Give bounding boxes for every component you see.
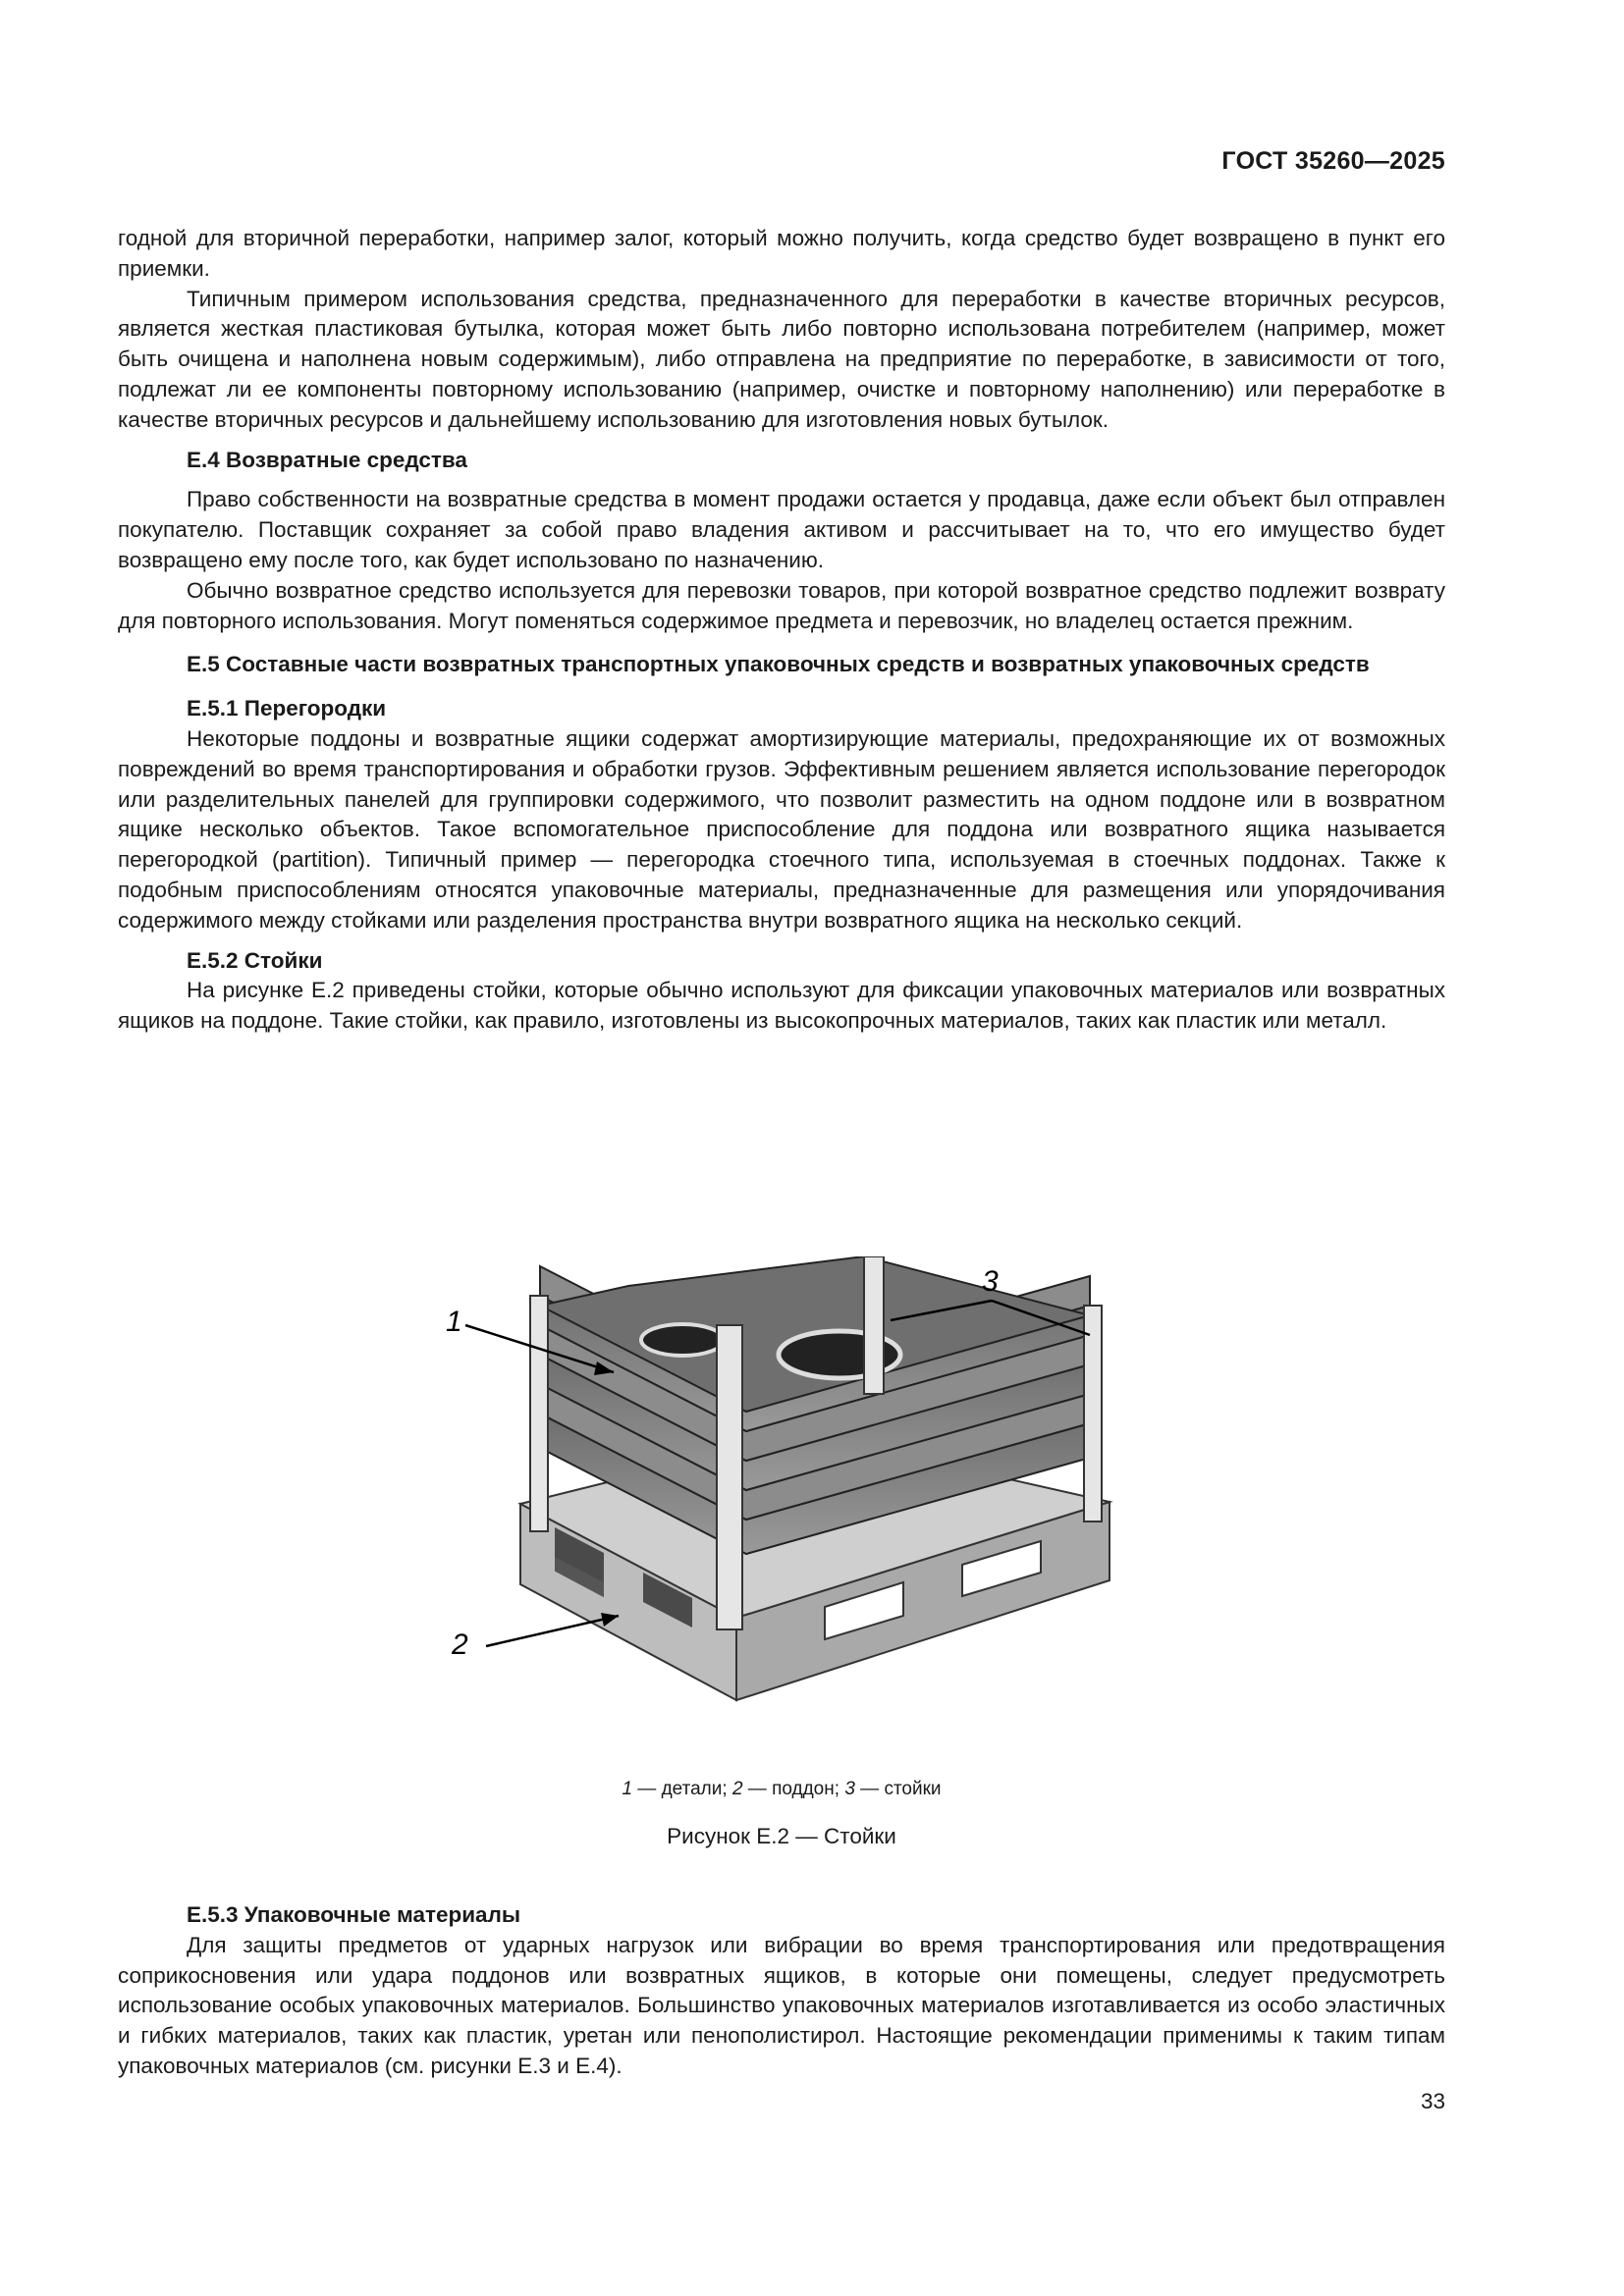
figure-legend <box>118 1779 1445 1800</box>
paragraph: годной для вторичной переработки, например залог, который можно получить, когда средство будет возвращено в пункт его приемки. <box>118 226 1445 281</box>
paragraph: Право собственности на возвратные средства в момент продажи остается у продавца, даже если объект был отправлен покупателю. Поставщик сохраняет за собой право владения активом и рассчитывает на то, что его имущество будет возвращено ему после того, как будет использовано по назначению. <box>118 487 1445 572</box>
stanchion-pallet-illustration <box>118 1256 1445 1767</box>
document-page <box>118 0 1445 2296</box>
page-number: 33 <box>1420 2089 1445 2113</box>
callout-label-3: 3 <box>982 1265 999 1298</box>
legend-text: — детали; <box>632 1779 732 1799</box>
callout-label-2: 2 <box>452 1629 468 1661</box>
stanchion <box>530 1296 548 1531</box>
section-heading-e52: Е.5.2 Стойки <box>187 947 323 973</box>
body-text-lower <box>118 1900 1445 2082</box>
section-heading-e53: Е.5.3 Упаковочные материалы <box>187 1902 521 1927</box>
paragraph: Обычно возвратное средство используется для перевозки товаров, при которой возвратное средство подлежит возврату для повторного использования. Могут поменяться содержимое предмета и перевозчик, но владелец остается прежним. <box>118 577 1445 633</box>
callout-label-1: 1 <box>446 1306 462 1338</box>
legend-text: — стойки <box>854 1779 942 1799</box>
legend-number: 1 <box>622 1779 633 1799</box>
paragraph: Типичным примером использования средства, предназначенного для переработки в качестве вторичных ресурсов, является жесткая пластиковая бутылка, которая может быть либо повторно использована потребителем (например, может быть очищена и наполнена новым содержимым), либо отправлена на предприятие по переработке, в зависимости от того, подлежат ли ее компоненты повторному использованию (например, очистке и повторному наполнению) или переработке в качестве вторичных ресурсов и дальнейшему использованию для изготовления новых бутылок. <box>118 286 1445 432</box>
legend-number: 2 <box>731 1779 743 1799</box>
paragraph: На рисунке Е.2 приведены стойки, которые обычно используют для фиксации упаковочных материалов или возвратных ящиков на поддоне. Такие стойки, как правило, изготовлены из высокопрочных материалов, таких как пластик или металл. <box>118 978 1445 1034</box>
section-heading-e5: Е.5 Составные части возвратных транспортных упаковочных средств и возвратных упаковочных средств <box>187 652 1370 677</box>
figure-e2-stanchions <box>118 1256 1445 1767</box>
legend-number: 3 <box>844 1779 855 1799</box>
legend-text: — поддон; <box>742 1779 845 1799</box>
callout-line-2 <box>486 1616 619 1646</box>
stanchion <box>864 1256 884 1394</box>
document-id-header: ГОСТ 35260—2025 <box>1221 147 1445 175</box>
paragraph: Для защиты предметов от ударных нагрузок или вибрации во время транспортирования или предотвращения соприкосновения или удара поддонов или возвратных ящиков, в которые они помещены, следует предусмотреть использование особых упаковочных материалов. Большинство упаковочных материалов изготавливается из особо эластичных и гибких материалов, таких как пластик, уретан или пенополистирол. Настоящие рекомендации применимы к таким типам упаковочных материалов (см. рисунки Е.3 и Е.4). <box>118 1932 1445 2078</box>
part-ring <box>641 1324 724 1356</box>
section-heading-e4: Е.4 Возвратные средства <box>187 447 467 472</box>
stanchion <box>717 1325 742 1629</box>
paragraph: Некоторые поддоны и возвратные ящики содержат амортизирующие материалы, предохраняющие их от возможных повреждений во время транспортирования и обработки грузов. Эффективным решением является использование перегородок или разделительных панелей для группировки содержимого, что позволит разместить на одном поддоне или в возвратном ящике несколько объектов. Такое вспомогательное приспособление для поддона или возвратного ящика называется перегородкой (partition). Типичный пример — перегородка стоечного типа, используемая в стоечных поддонах. Также к подобным приспособлениям относятся упаковочные материалы, предназначенные для размещения или упорядочивания содержимого между стойками или разделения пространства внутри возвратного ящика на несколько секций. <box>118 725 1445 933</box>
stanchion <box>1084 1306 1102 1522</box>
body-text-upper <box>118 224 1445 1037</box>
figure-caption: Рисунок Е.2 — Стойки <box>667 1824 896 1848</box>
section-heading-e51: Е.5.1 Перегородки <box>187 696 387 721</box>
